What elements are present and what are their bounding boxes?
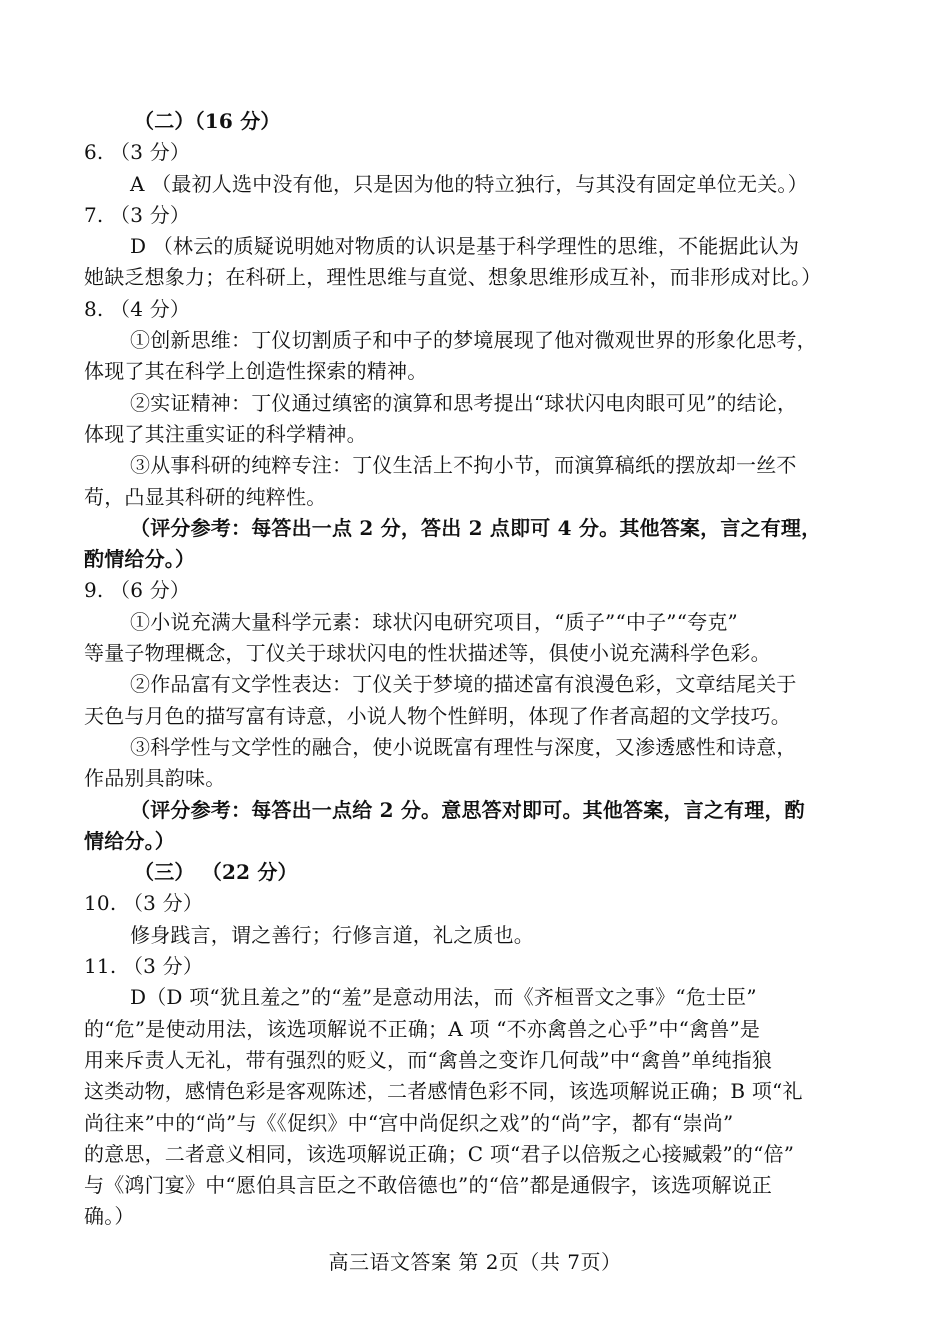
q9-line-2: 等量子物理概念，丁仪关于球状闪电的性状描述等，俱使小说充满科学色彩。 xyxy=(84,641,771,666)
q10-label: 10. （3 分） xyxy=(84,891,204,916)
q9-line-1: ①小说充满大量科学元素：球状闪电研究项目，“质子”“中子”“夸克” xyxy=(130,609,738,634)
q8-line-1: ①创新思维：丁仪切割质子和中子的梦境展现了他对微观世界的形象化思考， xyxy=(130,328,817,353)
q9-label: 9. （6 分） xyxy=(84,578,191,603)
q8-line-2: 体现了其在科学上创造性探索的精神。 xyxy=(84,359,428,384)
section-3-title: （三） （22 分） xyxy=(134,860,298,885)
q7-label: 7. （3 分） xyxy=(84,202,191,227)
q9-scoring-1: （评分参考：每答出一点给 2 分。意思答对即可。其他答案，言之有理，酌 xyxy=(130,797,805,822)
q11-line-6: 的意思，二者意义相同，该选项解说正确；C 项“君子以倍叛之心接臧榖”的“倍” xyxy=(84,1141,795,1166)
q6-label: 6. （3 分） xyxy=(84,140,191,165)
q8-scoring-1: （评分参考：每答出一点 2 分，答出 2 点即可 4 分。其他答案，言之有理， xyxy=(130,515,822,540)
q8-line-3: ②实证精神：丁仪通过缜密的演算和思考提出“球状闪电肉眼可见”的结论， xyxy=(130,390,798,415)
q9-line-5: ③科学性与文学性的融合，使小说既富有理性与深度，又渗透感性和诗意， xyxy=(130,734,797,759)
q6-answer: A （最初人选中没有他，只是因为他的特立独行，与其没有固定单位无关。） xyxy=(130,171,808,196)
q11-line-8: 确。） xyxy=(84,1204,135,1229)
q11-line-2: 的“危”是使动用法，该选项解说不正确；A 项 “不亦禽兽之心乎”中“禽兽”是 xyxy=(84,1016,761,1041)
q7-line-2: 她缺乏想象力；在科研上，理性思维与直觉、想象思维形成互补，而非形成对比。） xyxy=(84,265,822,290)
q11-line-3: 用来斥责人无礼，带有强烈的贬义，而“禽兽之变诈几何哉”中“禽兽”单纯指狼 xyxy=(84,1047,773,1072)
q9-line-3: ②作品富有文学性表达：丁仪关于梦境的描述富有浪漫色彩，文章结尾关于 xyxy=(130,672,797,697)
q10-answer: 修身践言，谓之善行；行修言道，礼之质也。 xyxy=(130,922,534,947)
q8-scoring-2: 酌情给分。） xyxy=(84,547,196,572)
q8-line-4: 体现了其注重实证的科学精神。 xyxy=(84,421,367,446)
q8-line-6: 苟，凸显其科研的纯粹性。 xyxy=(84,484,327,509)
q9-line-6: 作品别具韵味。 xyxy=(84,766,226,791)
q7-line-1: D （林云的质疑说明她对物质的认识是基于科学理性的思维，不能据此认为 xyxy=(130,234,800,259)
q11-line-5: 尚往来”中的“尚”与《《促织》中“宫中尚促织之戏”的“尚”字，都有“崇尚” xyxy=(84,1110,734,1135)
q11-label: 11. （3 分） xyxy=(84,954,204,979)
q9-scoring-2: 情给分。） xyxy=(84,828,175,853)
q11-line-7: 与《鸿门宴》中“愿伯具言臣之不敢倍德也”的“倍”都是通假字，该选项解说正 xyxy=(84,1173,773,1198)
page-footer: 高三语文答案 第 2页（共 7页） xyxy=(328,1250,622,1274)
answer-sheet xyxy=(84,106,868,1233)
q11-line-1: D（D 项“犹且羞之”的“羞”是意动用法，而《齐桓晋文之事》“危士臣” xyxy=(130,985,757,1010)
q8-line-5: ③从事科研的纯粹专注：丁仪生活上不拘小节，而演算稿纸的摆放却一丝不 xyxy=(130,453,797,478)
q9-line-4: 天色与月色的描写富有诗意，小说人物个性鲜明，体现了作者高超的文学技巧。 xyxy=(84,703,791,728)
q11-line-4: 这类动物，感情色彩是客观陈述，二者感情色彩不同，该选项解说正确；B 项“礼 xyxy=(84,1079,803,1104)
section-2-title: （二）（16 分） xyxy=(134,109,281,133)
q8-label: 8. （4 分） xyxy=(84,296,191,321)
